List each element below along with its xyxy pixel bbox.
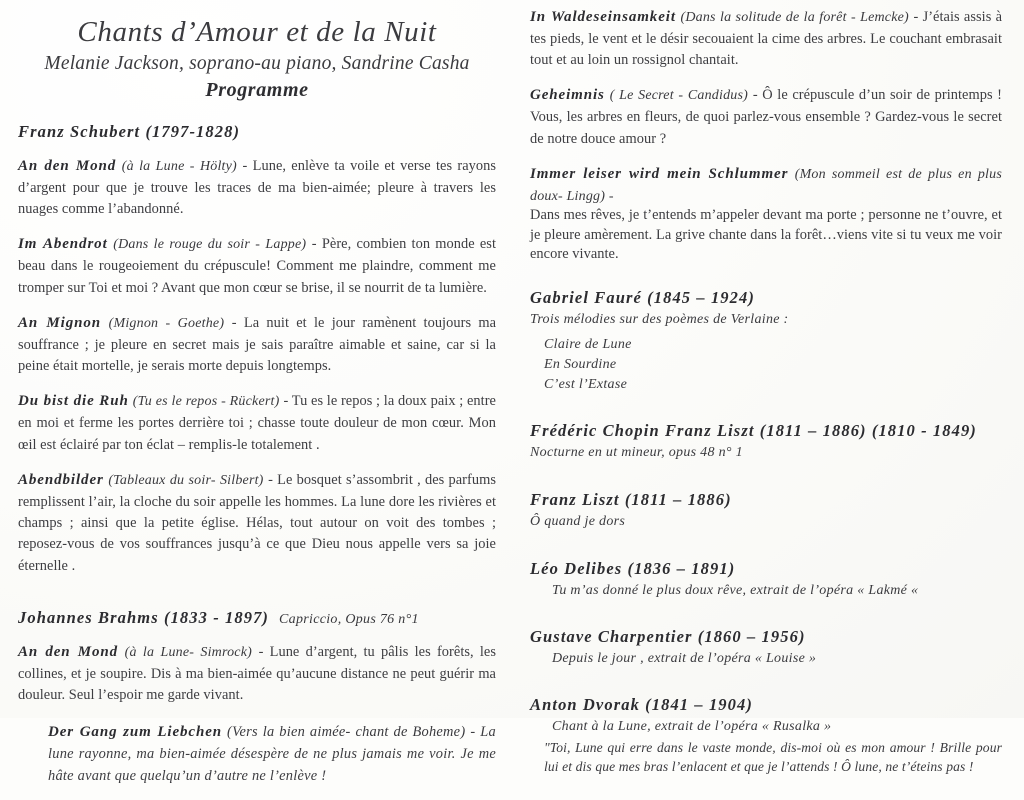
composer-work: Tu m’as donné le plus doux rêve, extrait de l’opéra « Lakmé «	[552, 583, 919, 599]
list-item: Claire de Lune	[544, 337, 632, 353]
page-title: Chants d’Amour et de la Nuit	[77, 16, 437, 48]
composer-heading-brahms	[18, 608, 496, 629]
song-title: Der Gang zum Liebchen	[48, 724, 223, 741]
song-entry	[18, 312, 496, 376]
composer-heading-dvorak	[530, 695, 1002, 716]
song-title: Im Abendrot	[18, 236, 108, 253]
composer-name: Johannes Brahms (1833 - 1897)	[18, 607, 270, 627]
song-title: An Mignon	[18, 314, 101, 331]
song-entry	[18, 390, 496, 454]
song-title: In Waldeseinsamkeit	[530, 9, 676, 25]
composer-heading-liszt	[530, 490, 1002, 511]
song-translation: (Tableaux du soir- Silbert)	[108, 472, 264, 488]
spacer	[530, 669, 1002, 695]
composer-quote: "Toi, Lune qui erre dans le vaste monde, dis-moi où es mon amour ! Brille pour lui et dis que mes bras l’enlacent et que je l’attends ! Ô lune, ne t’éteins pas !	[544, 739, 1002, 775]
composer-subtitle: Ô quand je dors	[530, 513, 626, 529]
composer-name: Léo Delibes (1836 – 1891)	[530, 559, 736, 579]
song-body: - Tu es le repos ; la doux paix ; entre en moi et ferme les portes derrière toi ; chasse toute douleur de mon cœur. Mon œil est éclairé par ton éclat – remplis-le totalement .	[18, 393, 496, 453]
song-title: An den Mond	[18, 158, 117, 175]
performers-subtitle: Melanie Jackson, soprano-au piano, Sandrine Casha	[44, 52, 470, 74]
song-body: - Lune d’argent, tu pâlis les forêts, les collines, et je soupire. Dis à ma bien-aimée qu’aucune distance ne peut guérir ma douleur. Seul l’espoir me garde vivant.	[18, 643, 497, 704]
composer-name: Franz Liszt (1811 – 1886)	[530, 489, 732, 509]
composer-name: Frédéric Chopin Franz Liszt (1811 – 1886) (1810 - 1849)	[530, 420, 977, 440]
song-body: - La lune rayonne, ma bien-aimée désespère de ne plus jamais me voir. Je me hâte avant que quelqu’un d’autre ne l’enlève !	[48, 724, 496, 784]
song-title: Abendbilder	[18, 471, 104, 488]
song-entry	[18, 469, 496, 576]
song-translation: (à la Lune - Hölty)	[121, 159, 237, 175]
spacer	[530, 464, 1002, 490]
spacer	[530, 601, 1002, 627]
right-column	[512, 0, 1024, 776]
song-title: An den Mond	[18, 643, 119, 660]
song-body: Dans mes rêves, je t’entends m’appeler devant ma porte ; personne ne t’ouvre, et je pleure amèrement. La grive chante dans la forêt…viens vite si tu veux me voir encore vivante.	[530, 207, 1002, 262]
song-entry	[530, 84, 1002, 148]
song-entry	[530, 6, 1002, 70]
composer-subtitle: Nocturne en ut mineur, opus 48 n° 1	[530, 444, 743, 460]
composer-name: Franz Schubert (1797-1828)	[18, 122, 241, 142]
song-translation: (Vers la bien aimée- chant de Boheme)	[227, 724, 466, 741]
composer-heading-delibes	[530, 559, 1002, 580]
composer-name: Gustave Charpentier (1860 – 1956)	[530, 627, 806, 647]
song-body: - Le bosquet s’assombrit , des parfums remplissent l’air, la cloche du soir appelle les hommes. La lune dore les rivières et champs ; ainsi que la petite église. Hélas, tout autour on voit des tombes ; reposez-vous de vos souffrances jusqu’à ce que Dieu nous appelle vers sa joie éternelle .	[18, 471, 496, 574]
song-translation: (Dans la solitude de la forêt - Lemcke)	[680, 10, 909, 25]
list-item: En Sourdine	[544, 357, 617, 373]
song-title: Geheimnis	[530, 87, 605, 104]
song-body: - Père, combien ton monde est beau dans le rougeoiement du crépuscule! Comment me plaindre, comment me tromper sur Toi et moi ? Avant que mon cœur se brise, il se nourrit de ta lumière.	[18, 236, 497, 296]
composer-heading-faure	[530, 288, 1002, 309]
composer-work: Depuis le jour , extrait de l’opéra « Louise »	[552, 651, 817, 667]
song-entry	[18, 641, 496, 705]
spacer	[530, 278, 1002, 288]
song-entry	[18, 233, 496, 297]
spacer	[18, 631, 496, 641]
spacer	[530, 395, 1002, 421]
song-entry	[48, 721, 496, 785]
list-item: C’est l’Extase	[544, 376, 628, 392]
song-translation: (Mignon - Goethe)	[108, 315, 225, 331]
song-translation: (Tu es le repos - Rückert)	[132, 394, 280, 410]
song-translation: ( Le Secret - Candidus)	[609, 88, 749, 104]
composer-heading-schubert	[18, 122, 496, 143]
composer-work: Chant à la Lune, extrait de l’opéra « Rusalka »	[552, 718, 832, 734]
song-body: - La nuit et le jour ramènent toujours ma souffrance ; je pleure en secret mais je sais paraître aimable et saine, car si la peine était mortelle, je serais morte depuis longtemps.	[18, 314, 497, 375]
song-entry	[530, 163, 1002, 264]
composer-heading-charpentier	[530, 627, 1002, 648]
song-title: Du bist die Ruh	[18, 393, 129, 410]
song-entry	[18, 155, 496, 219]
spacer	[18, 590, 496, 608]
composer-heading-chopin-liszt	[530, 421, 1002, 442]
song-translation: (à la Lune- Simrock)	[124, 644, 252, 660]
composer-note: Capriccio, Opus 76 n°1	[279, 611, 419, 627]
composer-name: Gabriel Fauré (1845 – 1924)	[530, 287, 755, 307]
spacer	[530, 533, 1002, 559]
song-body: - Ô le crépuscule d’un soir de printemps ! Vous, les arbres en fleurs, de quoi parlez-vous ensemble ? Gardez-vous le secret de notre douce amour ?	[530, 87, 1002, 147]
song-body: - Lune, enlève ta voile et verse tes rayons d’argent pour que je trouve les traces de ma bien-aimée; pleure à travers les nuages comme l’abandonné.	[18, 158, 497, 218]
composer-subtitle: Trois mélodies sur des poèmes de Verlaine :	[530, 311, 789, 327]
song-translation: (Mon sommeil est de plus en plus doux- Lingg) -	[530, 166, 1002, 204]
programme-label: Programme	[205, 79, 309, 102]
title-block	[18, 16, 496, 102]
spacer	[18, 145, 496, 155]
work-list	[544, 335, 1002, 395]
composer-name: Anton Dvorak (1841 – 1904)	[530, 694, 753, 714]
song-translation: (Dans le rouge du soir - Lappe)	[113, 237, 307, 253]
song-body: - J’étais assis à tes pieds, le vent et le désir secouaient la cime des arbres. Le couchant embrasait tout et au loin un rossignol chantait.	[530, 9, 1003, 69]
song-title: Immer leiser wird mein Schlummer	[530, 165, 789, 182]
